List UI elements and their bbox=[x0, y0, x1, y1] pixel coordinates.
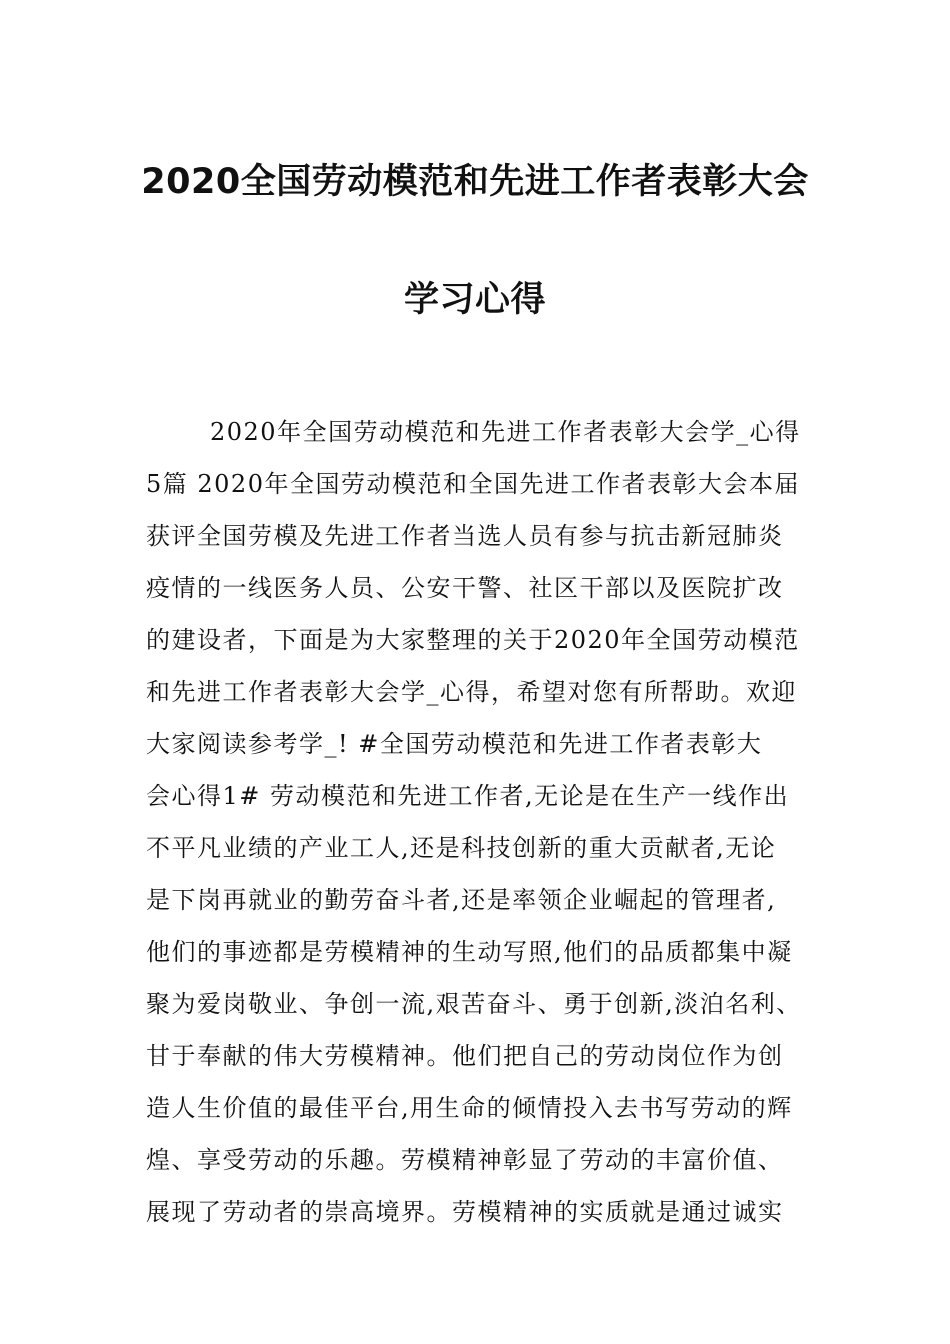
body-line: 展现了劳动者的崇高境界。劳模精神的实质就是通过诚实 bbox=[146, 1198, 784, 1226]
body-line: 会心得1# 劳动模范和先进工作者,无论是在生产一线作出 bbox=[146, 782, 790, 810]
body-line: 获评全国劳模及先进工作者当选人员有参与抗击新冠肺炎 bbox=[146, 522, 784, 550]
title-line-1: 2020全国劳动模范和先进工作者表彰大会 bbox=[141, 162, 809, 202]
body-line: 他们的事迹都是劳模精神的生动写照,他们的品质都集中凝 bbox=[146, 938, 793, 966]
title-line-2: 学习心得 bbox=[403, 280, 546, 320]
body-line: 不平凡业绩的产业工人,还是科技创新的重大贡献者,无论 bbox=[146, 834, 777, 862]
body-line: 5篇 2020年全国劳动模范和全国先进工作者表彰大会本届 bbox=[146, 470, 800, 498]
body-line: 聚为爱岗敬业、争创一流,艰苦奋斗、勇于创新,淡泊名利、 bbox=[146, 990, 802, 1018]
body-line: 造人生价值的最佳平台,用生命的倾情投入去书写劳动的辉 bbox=[146, 1094, 793, 1122]
body-line: 大家阅读参考学_! #全国劳动模范和先进工作者表彰大 bbox=[146, 730, 763, 758]
body-line: 疫情的一线医务人员、公安干警、社区干部以及医院扩改 bbox=[146, 574, 784, 602]
body-line: 甘于奉献的伟大劳模精神。他们把自己的劳动岗位作为创 bbox=[146, 1042, 784, 1070]
body-line: 煌、享受劳动的乐趣。劳模精神彰显了劳动的丰富价值、 bbox=[146, 1146, 784, 1174]
body-line: 的建设者，下面是为大家整理的关于2020年全国劳动模范 bbox=[146, 626, 800, 654]
body-line: 和先进工作者表彰大会学_心得，希望对您有所帮助。欢迎 bbox=[146, 678, 797, 706]
body-line: 2020年全国劳动模范和先进工作者表彰大会学_心得 bbox=[210, 418, 801, 446]
body-line: 是下岗再就业的勤劳奋斗者,还是率领企业崛起的管理者, bbox=[146, 886, 777, 914]
